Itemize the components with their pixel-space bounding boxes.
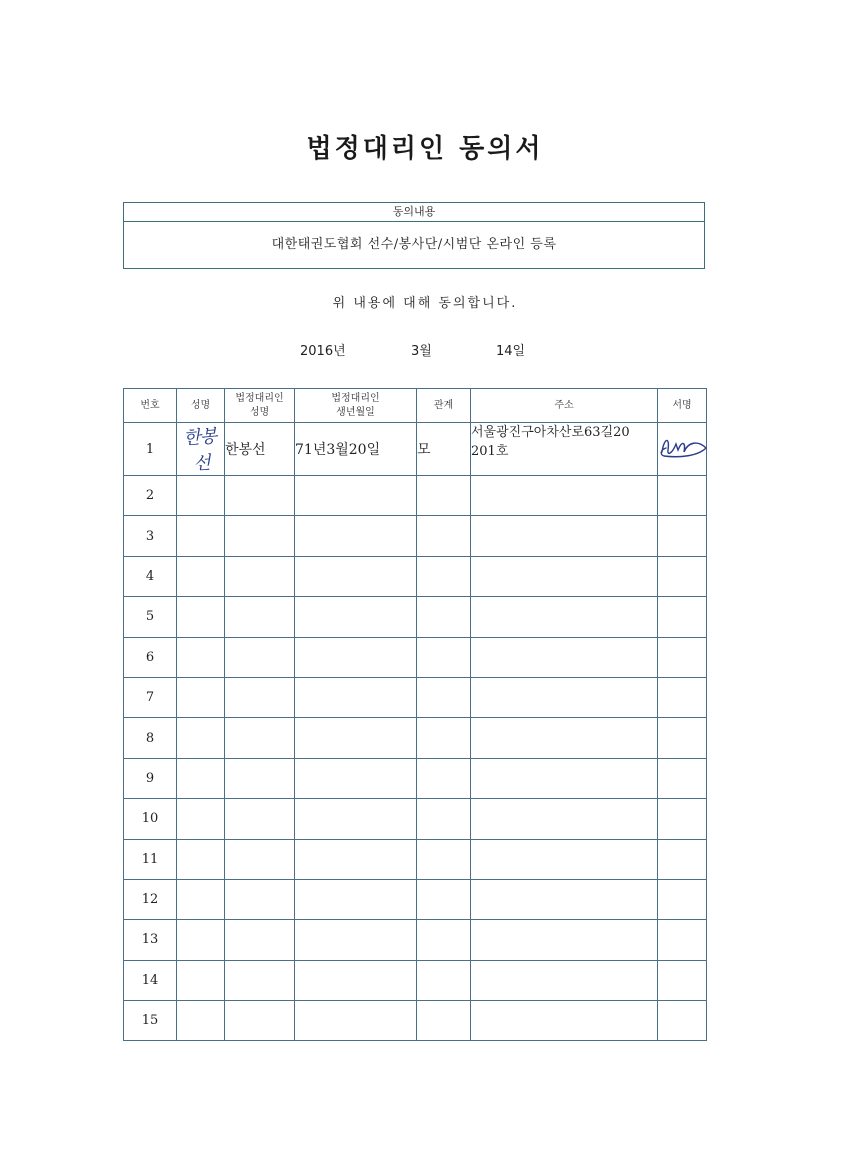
row-name — [177, 597, 225, 637]
row-number: 14 — [124, 960, 177, 1000]
row-signature — [658, 597, 707, 637]
row-signature — [658, 799, 707, 839]
row-address — [471, 960, 658, 1000]
row-relation — [417, 1001, 471, 1041]
row-guardian-birth — [295, 637, 417, 677]
table-row — [124, 879, 707, 919]
row-address — [471, 556, 658, 596]
row-guardian-name — [225, 597, 295, 637]
row-guardian-birth — [295, 920, 417, 960]
row-address — [471, 920, 658, 960]
table-row — [124, 839, 707, 879]
row-guardian-name — [225, 839, 295, 879]
row-guardian-birth — [295, 677, 417, 717]
row-address — [471, 839, 658, 879]
row-guardian-name — [225, 556, 295, 596]
consent-box — [123, 202, 705, 269]
header-no: 번호 — [124, 389, 177, 423]
row-name — [177, 960, 225, 1000]
row-guardian-birth — [295, 1001, 417, 1041]
header-guardian-name-line1: 법정대리인 — [235, 392, 284, 404]
row-address — [471, 758, 658, 798]
row-number: 4 — [124, 556, 177, 596]
row-name — [177, 476, 225, 516]
row-relation — [417, 960, 471, 1000]
row-number: 5 — [124, 597, 177, 637]
row-guardian-name — [225, 637, 295, 677]
row-guardian-name: 한봉선 — [225, 423, 295, 476]
row-guardian-name — [225, 758, 295, 798]
row-guardian-name — [225, 718, 295, 758]
row-relation — [417, 677, 471, 717]
row-guardian-name — [225, 1001, 295, 1041]
agree-statement: 위 내용에 대해 동의합니다. — [332, 296, 518, 311]
table-row — [124, 799, 707, 839]
table-row — [124, 476, 707, 516]
header-signature: 서명 — [658, 389, 707, 423]
row-name — [177, 879, 225, 919]
row-guardian-birth — [295, 556, 417, 596]
row-name — [177, 516, 225, 556]
row-signature — [658, 839, 707, 879]
row-relation — [417, 839, 471, 879]
row-guardian-birth — [295, 758, 417, 798]
header-guardian-birth-line2: 생년월일 — [336, 406, 375, 418]
row-relation — [417, 879, 471, 919]
table-row — [124, 637, 707, 677]
row-name — [177, 920, 225, 960]
row-name — [177, 677, 225, 717]
row-number: 3 — [124, 516, 177, 556]
guardian-table — [123, 388, 707, 1041]
row-guardian-name — [225, 920, 295, 960]
row-number: 1 — [124, 423, 177, 476]
row-guardian-birth — [295, 960, 417, 1000]
document-title: 법정대리인 동의서 — [306, 134, 544, 164]
row-guardian-name — [225, 879, 295, 919]
row-guardian-name — [225, 799, 295, 839]
row-guardian-name — [225, 960, 295, 1000]
row-address: 서울광진구아차산로63길20 201호 — [471, 423, 658, 476]
row-relation: 모 — [417, 423, 471, 476]
table-row — [124, 516, 707, 556]
row-guardian-name — [225, 516, 295, 556]
row-guardian-name — [225, 677, 295, 717]
row-address — [471, 879, 658, 919]
row-name-handwritten — [177, 423, 225, 476]
row-relation — [417, 718, 471, 758]
row-signature — [658, 960, 707, 1000]
row-guardian-birth — [295, 799, 417, 839]
row-relation — [417, 597, 471, 637]
row-number: 9 — [124, 758, 177, 798]
row-relation — [417, 920, 471, 960]
row-guardian-birth — [295, 839, 417, 879]
row-name — [177, 839, 225, 879]
date-year: 2016년 — [300, 344, 346, 359]
row-address — [471, 476, 658, 516]
row-number: 13 — [124, 920, 177, 960]
row-signature — [658, 423, 707, 476]
row-number: 6 — [124, 637, 177, 677]
row-name — [177, 556, 225, 596]
row-relation — [417, 799, 471, 839]
table-row — [124, 423, 707, 476]
signature-scribble — [658, 430, 710, 464]
row-relation — [417, 758, 471, 798]
header-relation: 관계 — [417, 389, 471, 423]
row-address — [471, 718, 658, 758]
row-signature — [658, 476, 707, 516]
row-number: 11 — [124, 839, 177, 879]
consent-header: 동의내용 — [124, 203, 704, 222]
consent-text: 대한태권도협회 선수/봉사단/시범단 온라인 등록 — [271, 237, 557, 252]
header-guardian-name — [225, 389, 295, 423]
header-guardian-name-line2: 성명 — [249, 406, 270, 418]
row-address — [471, 516, 658, 556]
row-relation — [417, 637, 471, 677]
row-signature — [658, 556, 707, 596]
date-month: 3월 — [411, 344, 432, 359]
header-name: 성명 — [177, 389, 225, 423]
table-row — [124, 758, 707, 798]
row-number: 2 — [124, 476, 177, 516]
header-address: 주소 — [471, 389, 658, 423]
row-name — [177, 1001, 225, 1041]
row-guardian-birth — [295, 718, 417, 758]
handwritten-name: 한봉선 — [182, 425, 217, 475]
table-row — [124, 920, 707, 960]
row-name — [177, 637, 225, 677]
row-signature — [658, 879, 707, 919]
row-guardian-birth — [295, 879, 417, 919]
row-name — [177, 799, 225, 839]
row-number: 7 — [124, 677, 177, 717]
row-guardian-birth — [295, 597, 417, 637]
row-number: 10 — [124, 799, 177, 839]
row-signature — [658, 718, 707, 758]
table-header-row — [124, 389, 707, 423]
row-relation — [417, 556, 471, 596]
row-guardian-birth — [295, 476, 417, 516]
row-guardian-birth: 71년3월20일 — [295, 423, 417, 476]
row-signature — [658, 758, 707, 798]
row-number: 12 — [124, 879, 177, 919]
row-address — [471, 799, 658, 839]
row-address — [471, 1001, 658, 1041]
table-row — [124, 718, 707, 758]
row-signature — [658, 637, 707, 677]
row-signature — [658, 677, 707, 717]
row-number: 8 — [124, 718, 177, 758]
table-row — [124, 677, 707, 717]
table-row — [124, 597, 707, 637]
row-address — [471, 677, 658, 717]
row-name — [177, 758, 225, 798]
table-row — [124, 1001, 707, 1041]
date-day: 14일 — [496, 344, 526, 359]
row-guardian-name — [225, 476, 295, 516]
table-row — [124, 960, 707, 1000]
row-guardian-birth — [295, 516, 417, 556]
row-number: 15 — [124, 1001, 177, 1041]
row-address — [471, 597, 658, 637]
table-row — [124, 556, 707, 596]
row-relation — [417, 476, 471, 516]
row-address — [471, 637, 658, 677]
header-guardian-birth — [295, 389, 417, 423]
row-name — [177, 718, 225, 758]
row-signature — [658, 1001, 707, 1041]
header-guardian-birth-line1: 법정대리인 — [331, 392, 380, 404]
row-signature — [658, 920, 707, 960]
row-relation — [417, 516, 471, 556]
row-signature — [658, 516, 707, 556]
